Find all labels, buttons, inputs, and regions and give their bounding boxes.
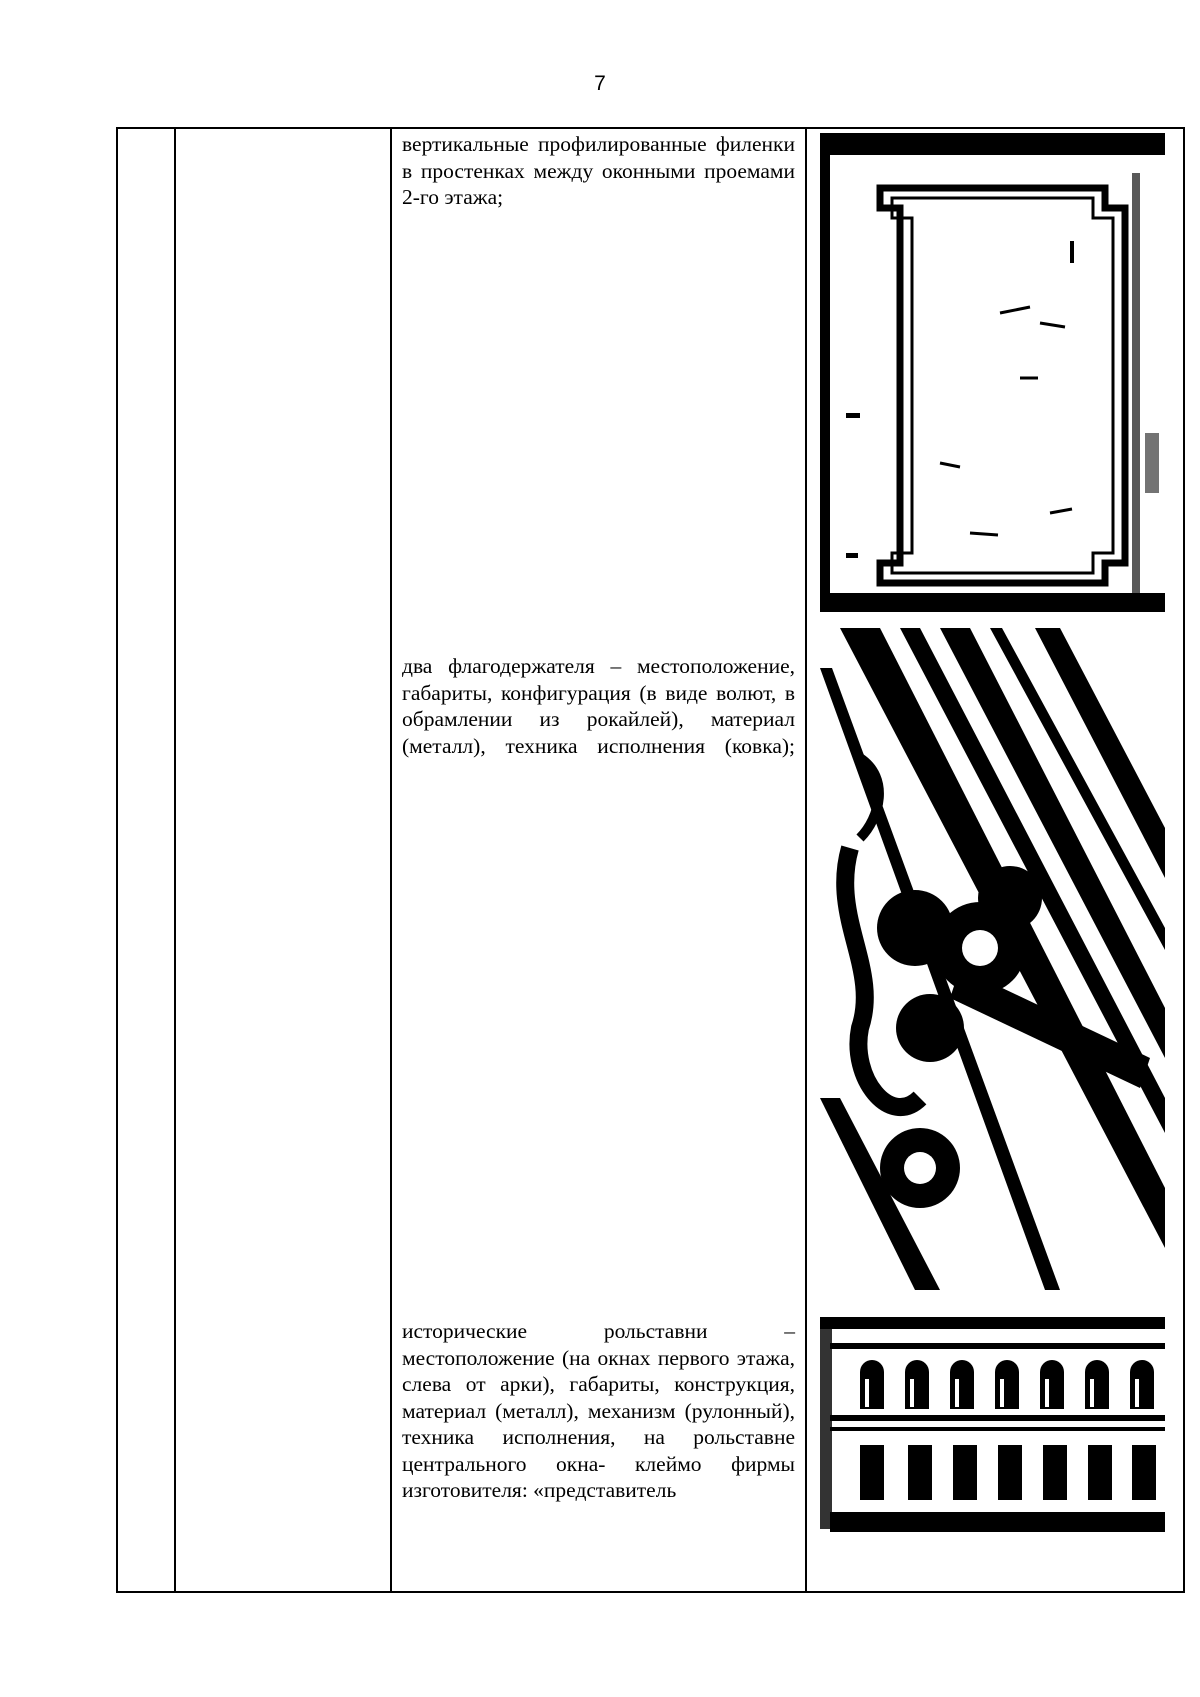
facade-shutters-photo xyxy=(820,1317,1165,1532)
molded-panel-photo xyxy=(820,133,1165,612)
table-column-divider-1 xyxy=(174,129,176,1591)
element-description-2: два флагодержателя – местоположение, габариты, конфигурация (в виде волют, в обрамлении из рокайлей), материал (металл), техника исполнения (ковка); xyxy=(402,654,795,758)
element-description-3: исторические рольставни – местоположение (на окнах первого этажа, слева от арки), габариты, конструкция, материал (металл), механизм (рулонный), техника исполнения, на рольставне центрального окна- клеймо фирмы изготовителя: «представитель xyxy=(402,1319,795,1502)
element-description-1: вертикальные профилированные филенки в простенках между оконными проемами 2-го этажа; xyxy=(402,132,795,209)
flag-holder-photo xyxy=(820,628,1165,1290)
flag-holder-photo-icon xyxy=(820,628,1165,1290)
page-number: 7 xyxy=(594,72,606,95)
facade-shutters-photo-icon xyxy=(820,1317,1165,1532)
table-column-divider-2 xyxy=(390,129,392,1591)
table-column-divider-3 xyxy=(805,129,807,1591)
molded-panel-photo-icon xyxy=(820,133,1165,612)
